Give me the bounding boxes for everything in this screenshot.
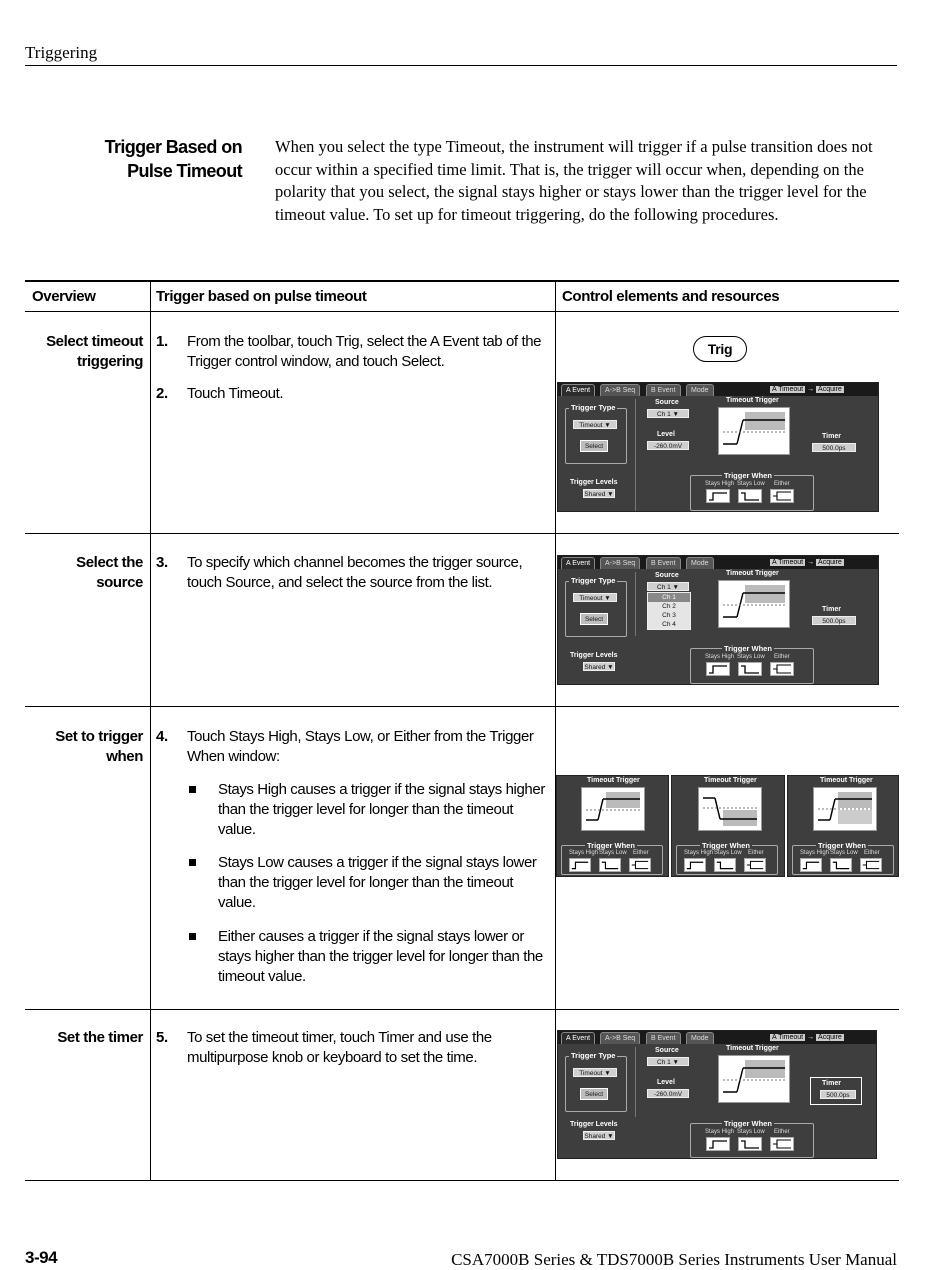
stays-low-icon — [831, 859, 851, 871]
trigger-when-either-screenshot — [787, 775, 899, 877]
trigger-type-group — [565, 581, 627, 637]
either-label: Either — [774, 654, 790, 660]
tab-b-event[interactable]: B Event — [646, 557, 681, 569]
select-button[interactable]: Select — [580, 1088, 608, 1100]
status-right: Acquire — [818, 559, 842, 566]
timeout-trigger-label: Timeout Trigger — [820, 777, 873, 784]
stays-high-icon — [707, 1138, 729, 1150]
bullet-square-icon — [189, 786, 196, 793]
trigger-when-label: Trigger When — [724, 471, 772, 480]
tab-a-event[interactable]: A Event — [561, 557, 595, 569]
trigger-when-label: Trigger When — [702, 841, 750, 850]
stays-high-icon — [707, 490, 729, 502]
table-top-rule — [25, 280, 899, 282]
trigger-status — [770, 384, 844, 395]
either-label: Either — [774, 481, 790, 487]
either-button[interactable] — [744, 858, 766, 872]
section-heading-line-2: Pulse Timeout — [127, 161, 242, 181]
trigger-type-label: Trigger Type — [571, 1051, 616, 1060]
tab-ab-seq[interactable]: A->B Seq — [600, 557, 640, 569]
timer-field[interactable]: 500.0ps — [812, 443, 856, 452]
source-label: Source — [655, 1047, 679, 1054]
stays-low-button[interactable] — [599, 858, 621, 872]
either-label: Either — [633, 850, 649, 856]
stays-high-button[interactable] — [706, 1137, 730, 1151]
status-right: Acquire — [818, 386, 842, 393]
level-label: Level — [657, 1079, 675, 1086]
bullet-square-icon — [189, 933, 196, 940]
divider — [635, 399, 636, 511]
stays-low-icon — [715, 859, 735, 871]
trigger-levels-dropdown[interactable]: Shared ▼ — [583, 489, 615, 498]
stays-high-label: Stays High — [800, 850, 830, 856]
column-header-procedure: Trigger based on pulse timeout — [156, 288, 367, 305]
stays-low-icon — [600, 859, 620, 871]
step-number: 4. — [156, 728, 168, 745]
tab-bar — [558, 556, 878, 569]
divider — [635, 1047, 636, 1117]
either-label: Either — [864, 850, 880, 856]
level-field[interactable]: -260.0mV — [647, 1089, 689, 1098]
tab-bar — [558, 383, 878, 396]
row-label-set-timer — [28, 1028, 143, 1048]
bullet-text: Stays Low causes a trigger if the signal stays lower than the trigger level for longer than the timeout value. — [218, 854, 537, 911]
step-3 — [156, 553, 551, 593]
bullet-text: Stays High causes a trigger if the signal stays higher than the trigger level for longer than the timeout value. — [218, 781, 545, 838]
select-button[interactable]: Select — [580, 440, 608, 452]
trigger-source-screenshot — [557, 555, 879, 685]
stays-high-label: Stays High — [705, 1129, 735, 1135]
bullet-stays-high — [187, 780, 547, 840]
trigger-levels-label: Trigger Levels — [570, 479, 618, 486]
either-icon — [630, 859, 650, 871]
step-1 — [156, 332, 551, 372]
source-dropdown[interactable]: Ch 1 ▼ — [647, 409, 689, 418]
timeout-waveform-icon — [718, 1055, 790, 1103]
either-button[interactable] — [770, 1137, 794, 1151]
page-number: 3-94 — [25, 1248, 58, 1267]
row-label-line: Set to trigger — [55, 728, 143, 745]
timer-field[interactable]: 500.0ps — [820, 1090, 856, 1099]
row-label-line: when — [106, 748, 143, 765]
stays-high-icon — [707, 663, 729, 675]
either-icon — [745, 859, 765, 871]
trigger-type-dropdown[interactable]: Timeout ▼ — [573, 420, 617, 429]
section-heading — [60, 135, 242, 183]
stays-low-button[interactable] — [738, 662, 762, 676]
row-label-line: Select timeout — [46, 333, 143, 350]
step-number: 1. — [156, 333, 168, 350]
tab-mode[interactable]: Mode — [686, 384, 714, 396]
trigger-when-stays-low-screenshot — [671, 775, 785, 877]
tab-bar — [558, 1031, 876, 1044]
stays-high-label: Stays High — [705, 654, 735, 660]
arrow-icon: → — [807, 386, 815, 393]
row-rule — [25, 1009, 899, 1010]
row-rule — [25, 533, 899, 534]
stays-high-icon — [570, 859, 590, 871]
trigger-type-dropdown[interactable]: Timeout ▼ — [573, 593, 617, 602]
timeout-trigger-label: Timeout Trigger — [704, 777, 757, 784]
trigger-when-label: Trigger When — [724, 644, 772, 653]
stays-low-button[interactable] — [738, 1137, 762, 1151]
either-icon — [861, 859, 881, 871]
tab-b-event[interactable]: B Event — [646, 384, 681, 396]
timer-label: Timer — [822, 433, 841, 440]
column-divider-2 — [555, 282, 556, 1180]
stays-high-icon — [685, 859, 705, 871]
stays-high-button[interactable] — [800, 858, 822, 872]
timeout-trigger-label: Timeout Trigger — [726, 397, 779, 404]
step-text: Touch Timeout. — [187, 385, 284, 402]
either-button[interactable] — [629, 858, 651, 872]
timeout-waveform-icon — [718, 580, 790, 628]
row-label-line: Set the timer — [57, 1029, 143, 1046]
either-label: Either — [774, 1129, 790, 1135]
row-rule — [25, 706, 899, 707]
trigger-levels-label: Trigger Levels — [570, 1121, 618, 1128]
manual-title: CSA7000B Series & TDS7000B Series Instruments User Manual — [451, 1250, 897, 1269]
arrow-icon: → — [807, 559, 815, 566]
step-5 — [156, 1028, 551, 1068]
step-text: From the toolbar, touch Trig, select the A Event tab of the Trigger control window, and touch Select. — [187, 333, 542, 370]
trigger-type-dropdown[interactable]: Timeout ▼ — [573, 1068, 617, 1077]
trigger-type-label: Trigger Type — [571, 403, 616, 412]
bullet-either — [187, 927, 547, 987]
either-icon — [771, 663, 793, 675]
row-label-line: Select the — [76, 554, 143, 571]
stays-high-button[interactable] — [706, 662, 730, 676]
trigger-when-label: Trigger When — [724, 1119, 772, 1128]
table-header-rule — [25, 311, 899, 312]
source-dropdown[interactable]: Ch 1 ▼ — [647, 1057, 689, 1066]
stays-high-button[interactable] — [706, 489, 730, 503]
trigger-when-stays-high-screenshot — [556, 775, 669, 877]
bullet-square-icon — [189, 859, 196, 866]
timer-label: Timer — [822, 1080, 841, 1087]
timeout-trigger-label: Timeout Trigger — [587, 777, 640, 784]
stays-low-icon — [739, 1138, 761, 1150]
trigger-levels-label: Trigger Levels — [570, 652, 618, 659]
stays-low-label: Stays Low — [737, 1129, 765, 1135]
stays-low-waveform-icon — [698, 787, 762, 831]
stays-low-label: Stays Low — [737, 481, 765, 487]
tab-mode[interactable]: Mode — [686, 1032, 714, 1044]
column-header-controls: Control elements and resources — [562, 288, 780, 305]
stays-low-button[interactable] — [830, 858, 852, 872]
trigger-timer-screenshot — [557, 1030, 877, 1159]
level-label: Level — [657, 431, 675, 438]
either-button[interactable] — [770, 662, 794, 676]
source-label: Source — [655, 399, 679, 406]
select-button[interactable]: Select — [580, 613, 608, 625]
status-right: Acquire — [818, 1034, 842, 1041]
trigger-type-group — [565, 408, 627, 464]
tab-b-event[interactable]: B Event — [646, 1032, 681, 1044]
source-list[interactable] — [647, 592, 691, 630]
row-label-select-source — [28, 553, 143, 593]
source-dropdown[interactable]: Ch 1 ▼ — [647, 582, 689, 591]
step-number: 3. — [156, 554, 168, 571]
tab-ab-seq[interactable]: A->B Seq — [600, 1032, 640, 1044]
stays-high-label: Stays High — [684, 850, 714, 856]
stays-high-waveform-icon — [581, 787, 645, 831]
either-waveform-icon — [813, 787, 877, 831]
trigger-status — [770, 557, 844, 568]
level-field[interactable]: -260.0mV — [647, 441, 689, 450]
status-left: A Timeout — [772, 386, 804, 393]
step-4 — [156, 727, 551, 767]
tab-mode[interactable]: Mode — [686, 557, 714, 569]
table-bottom-rule — [25, 1180, 899, 1181]
stays-high-label: Stays High — [569, 850, 599, 856]
either-icon — [771, 490, 793, 502]
stays-low-label: Stays Low — [737, 654, 765, 660]
row-label-line: triggering — [77, 353, 143, 370]
step-number: 5. — [156, 1029, 168, 1046]
status-left: A Timeout — [772, 559, 804, 566]
either-icon — [771, 1138, 793, 1150]
trigger-when-label: Trigger When — [587, 841, 635, 850]
running-header: Triggering — [25, 43, 98, 62]
stays-low-icon — [739, 490, 761, 502]
stays-low-label: Stays Low — [714, 850, 742, 856]
trigger-control-window-screenshot — [557, 382, 879, 512]
bullet-stays-low — [187, 853, 547, 913]
step-text: To specify which channel becomes the trigger source, touch Source, and select the source from the list. — [187, 554, 523, 591]
trig-toolbar-button[interactable]: Trig — [693, 336, 747, 362]
timeout-waveform-icon — [718, 407, 790, 455]
intro-paragraph: When you select the type Timeout, the instrument will trigger if a pulse transition does not occur within a specified time limit. That is, the trigger will occur when, depending on the polarity that you select, the signal stays higher or stays lower than the trigger level for the timeout value. To set up for timeout triggering, do the following procedures. — [275, 137, 873, 224]
trigger-status — [770, 1032, 844, 1043]
stays-low-icon — [739, 663, 761, 675]
step-number: 2. — [156, 385, 168, 402]
trigger-levels-dropdown[interactable]: Shared ▼ — [583, 1131, 615, 1140]
source-option[interactable]: Ch 1 — [648, 593, 690, 602]
stays-low-label: Stays Low — [830, 850, 858, 856]
step-text: Touch Stays High, Stays Low, or Either from the Trigger When window: — [187, 728, 534, 765]
source-option[interactable]: Ch 4 — [662, 621, 676, 628]
timeout-trigger-label: Timeout Trigger — [726, 1045, 779, 1052]
column-header-overview: Overview — [32, 288, 96, 305]
source-label: Source — [655, 572, 679, 579]
source-option[interactable]: Ch 2 — [662, 603, 676, 610]
trigger-levels-dropdown[interactable]: Shared ▼ — [583, 662, 615, 671]
step-2 — [156, 384, 551, 404]
tab-a-event[interactable]: A Event — [561, 384, 595, 396]
stays-high-button[interactable] — [684, 858, 706, 872]
either-button[interactable] — [860, 858, 882, 872]
stays-low-button[interactable] — [738, 489, 762, 503]
bullet-text: Either causes a trigger if the signal stays lower or stays higher than the trigger level for longer than the timeout value. — [218, 928, 543, 985]
stays-high-button[interactable] — [569, 858, 591, 872]
column-divider-1 — [150, 282, 151, 1180]
tab-a-event[interactable]: A Event — [561, 1032, 595, 1044]
row-label-line: source — [96, 574, 143, 591]
arrow-icon: → — [807, 1034, 815, 1041]
stays-high-label: Stays High — [705, 481, 735, 487]
divider — [635, 572, 636, 636]
trigger-type-label: Trigger Type — [571, 576, 616, 585]
status-left: A Timeout — [772, 1034, 804, 1041]
either-button[interactable] — [770, 489, 794, 503]
stays-low-button[interactable] — [714, 858, 736, 872]
either-label: Either — [748, 850, 764, 856]
stays-low-label: Stays Low — [599, 850, 627, 856]
trigger-when-label: Trigger When — [818, 841, 866, 850]
row-label-trigger-when — [28, 727, 143, 767]
source-option[interactable]: Ch 3 — [662, 612, 676, 619]
step-text: To set the timeout timer, touch Timer and use the multipurpose knob or keyboard to set the time. — [187, 1029, 492, 1066]
section-heading-line-1: Trigger Based on — [104, 137, 242, 157]
stays-high-icon — [801, 859, 821, 871]
row-label-select-timeout — [28, 332, 143, 372]
header-rule — [25, 65, 897, 66]
timer-label: Timer — [822, 606, 841, 613]
tab-ab-seq[interactable]: A->B Seq — [600, 384, 640, 396]
timeout-trigger-label: Timeout Trigger — [726, 570, 779, 577]
trigger-type-group — [565, 1056, 627, 1112]
timer-field[interactable]: 500.0ps — [812, 616, 856, 625]
